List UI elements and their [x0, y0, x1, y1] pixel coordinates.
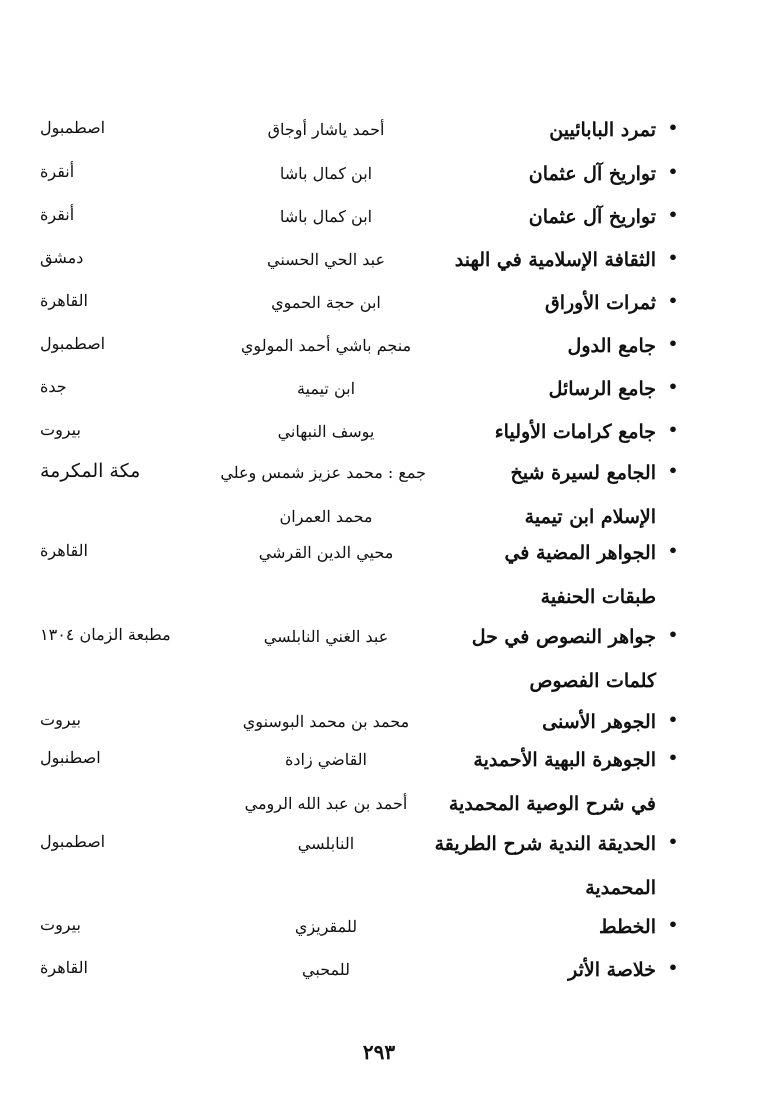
list-item [40, 905, 680, 949]
publication-place: القاهرة [40, 541, 88, 560]
bullet: • [667, 541, 679, 560]
book-title: الجوهر الأسنى [542, 711, 656, 733]
publication-place: جدة [40, 377, 67, 396]
book-title: تواريخ آل عثمان [528, 163, 656, 185]
list-item [40, 281, 680, 325]
list-item [40, 531, 680, 619]
book-title-line-2: الإسلام ابن تيمية [524, 506, 656, 528]
book-author: يوسف النبهاني [277, 422, 375, 441]
list-item [40, 195, 680, 239]
book-title-line-2: في شرح الوصية المحمدية [448, 793, 656, 815]
bullet: • [667, 118, 679, 137]
publication-place: مطبعة الزمان ١٣٠٤ [40, 625, 171, 644]
book-title-line-1: الحديقة الندية شرح الطريقة [434, 833, 656, 855]
book-author: محمد بن محمد البوسنوي [242, 712, 410, 731]
page-number: ٢٩٣ [362, 1040, 396, 1064]
bullet: • [667, 420, 679, 439]
publication-place: بيروت [40, 710, 81, 729]
publication-place: اصطنبول [40, 748, 101, 767]
book-author: ابن كمال باشا [279, 164, 373, 183]
publication-place: اصطمبول [40, 832, 106, 851]
list-item [40, 108, 680, 152]
book-title: جامع الدول [567, 335, 656, 357]
book-title: تواريخ آل عثمان [528, 206, 656, 228]
book-author: منجم باشي أحمد المولوي [240, 336, 412, 355]
book-author: ابن حجة الحموي [271, 293, 381, 312]
book-title: خلاصة الأثر [568, 959, 656, 981]
bullet: • [667, 958, 679, 977]
list-item [40, 615, 680, 703]
list-item [40, 324, 680, 368]
list-item [40, 238, 680, 282]
bullet: • [667, 748, 679, 767]
book-author: محيي الدين القرشي [258, 543, 394, 562]
book-title-line-1: الجواهر المضية في [504, 542, 656, 564]
bullet: • [667, 291, 679, 310]
book-author-line-1: جمع : محمد عزيز شمس وعلي [220, 463, 426, 482]
book-author: للمحبي [302, 960, 350, 979]
book-author: ابن تيمية [296, 379, 356, 398]
publication-place: أنقرة [40, 162, 75, 181]
book-author-line-2: أحمد بن عبد الله الرومي [244, 794, 408, 813]
book-title-line-2: طبقات الحنفية [540, 586, 656, 608]
list-item [40, 451, 680, 539]
bullet: • [667, 334, 679, 353]
bullet: • [667, 832, 679, 851]
book-title [456, 615, 656, 703]
list-item [40, 367, 680, 411]
publication-place: القاهرة [40, 958, 88, 977]
book-author: عبد الغني النابلسي [263, 627, 389, 646]
book-title [456, 531, 656, 619]
bullet: • [667, 205, 679, 224]
book-author: النابلسي [297, 834, 355, 853]
book-title [436, 738, 656, 826]
book-author: ابن كمال باشا [279, 207, 373, 226]
publication-place: دمشق [40, 248, 84, 267]
bullet: • [667, 162, 679, 181]
book-author: عبد الحي الحسني [266, 250, 385, 269]
book-title-line-2: المحمدية [585, 877, 656, 899]
book-title-line-1: الجوهرة البهية الأحمدية [473, 749, 656, 771]
book-title-line-1: جواهر النصوص في حل [471, 626, 656, 648]
book-author [226, 738, 426, 826]
book-author-line-1: القاضي زادة [285, 750, 367, 769]
bullet: • [667, 248, 679, 267]
list-item [40, 738, 680, 826]
book-title: جامع الرسائل [548, 378, 656, 400]
book-title-line-2: كلمات الفصوص [529, 670, 656, 692]
book-author-line-2: محمد العمران [279, 507, 373, 526]
bullet: • [667, 625, 679, 644]
book-title: جامع كرامات الأولياء [494, 421, 656, 443]
book-author: أحمد ياشار أوجاق [267, 120, 385, 139]
publication-place: القاهرة [40, 291, 88, 310]
book-title: ثمرات الأوراق [544, 292, 656, 314]
publication-place: اصطمبول [40, 118, 106, 137]
book-title: الثقافة الإسلامية في الهند [454, 249, 656, 271]
book-author: للمقريزي [294, 917, 358, 936]
bullet: • [667, 461, 679, 480]
book-title [426, 822, 656, 910]
publication-place: أنقرة [40, 205, 75, 224]
publication-place: اصطمبول [40, 334, 106, 353]
list-item [40, 152, 680, 196]
bullet: • [667, 710, 679, 729]
bullet: • [667, 915, 679, 934]
list-item [40, 822, 680, 910]
book-title: الخطط [599, 916, 656, 938]
publication-place: بيروت [40, 420, 81, 439]
publication-place: بيروت [40, 915, 81, 934]
publication-place: مكة المكرمة [40, 460, 141, 482]
list-item [40, 948, 680, 992]
book-title-line-1: الجامع لسيرة شيخ [510, 462, 656, 484]
book-author [220, 451, 426, 539]
book-title: تمرد البابائيين [549, 119, 656, 141]
list-item [40, 410, 680, 454]
bullet: • [667, 377, 679, 396]
book-title [456, 451, 656, 539]
